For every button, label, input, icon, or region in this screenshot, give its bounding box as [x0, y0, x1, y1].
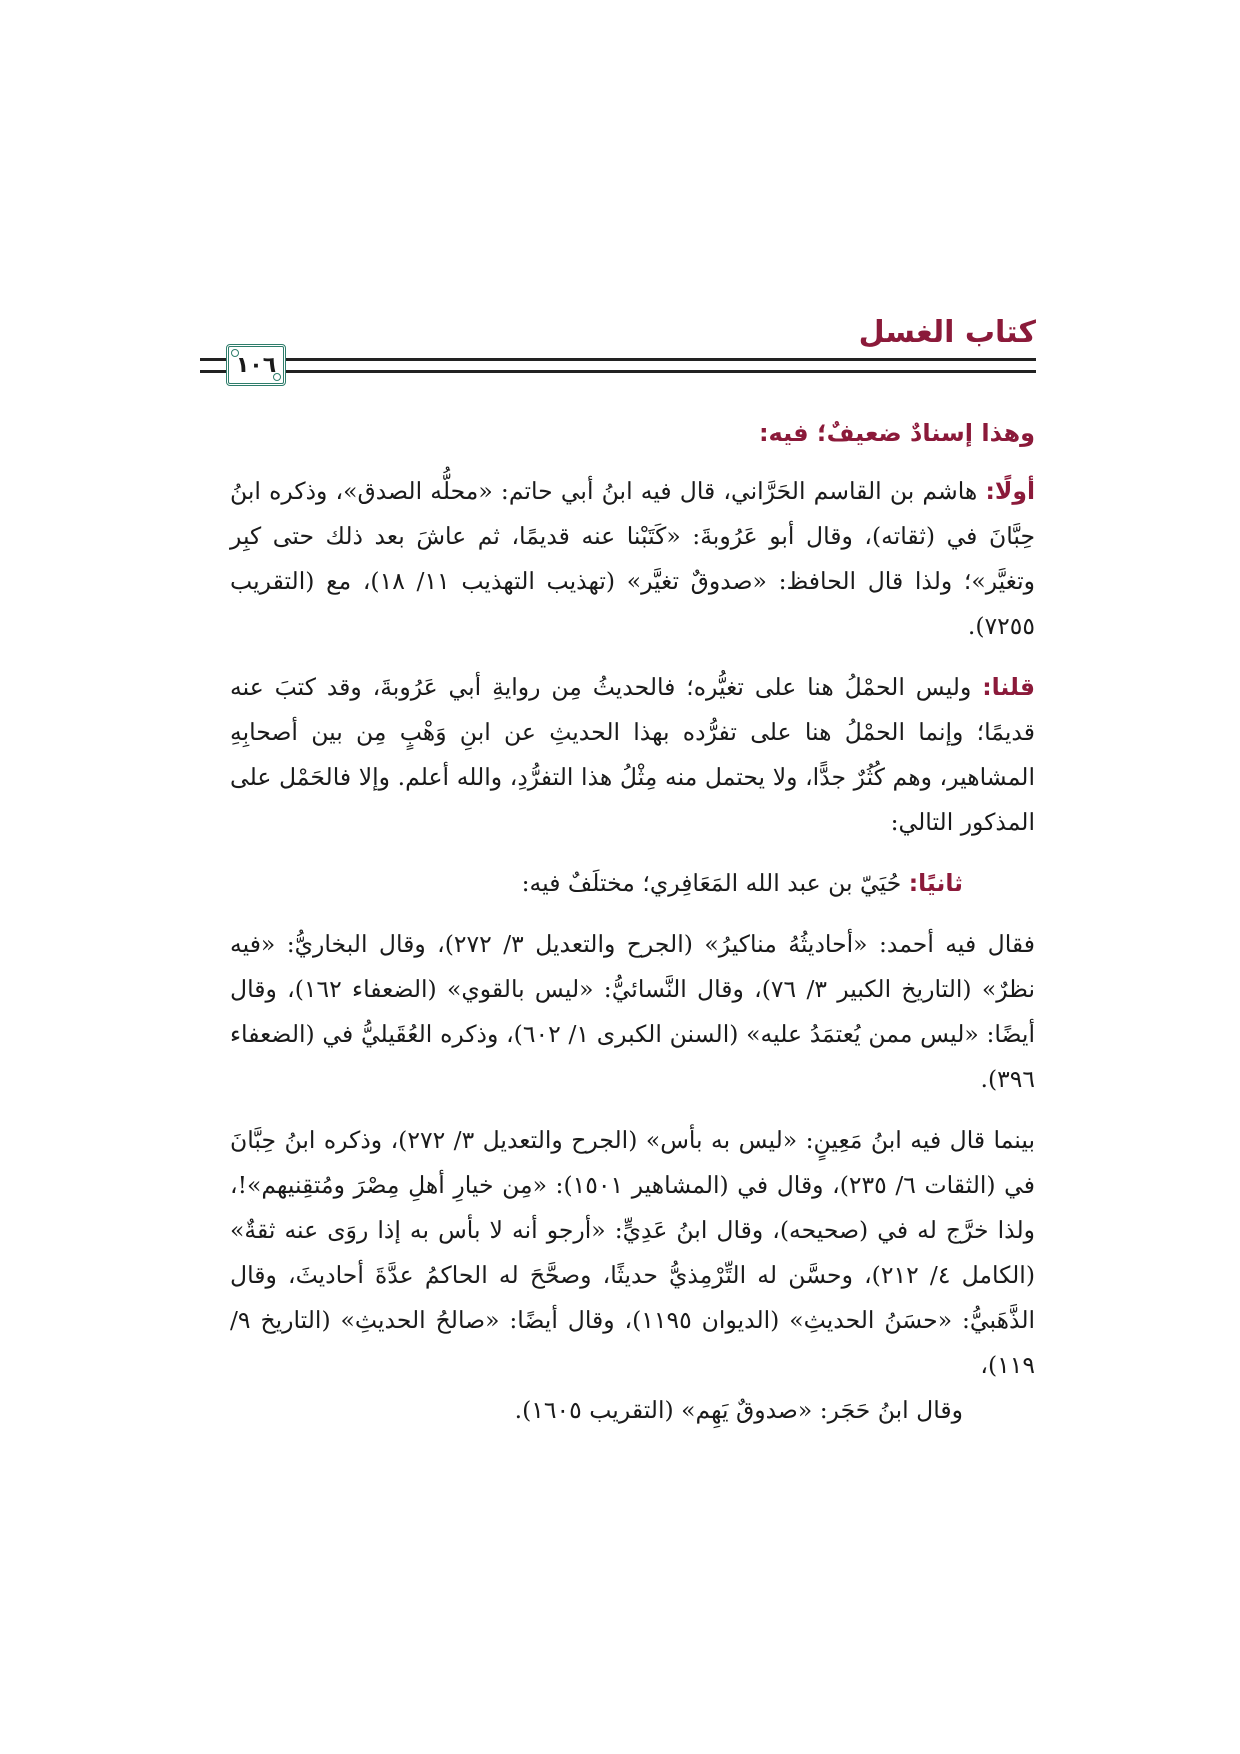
paragraph-lead: أولًا:: [985, 477, 1035, 505]
header-rule-bottom: [200, 370, 1036, 373]
paragraph-text: هاشم بن القاسم الحَرَّاني، قال فيه ابنُ أبي حاتم: «محلُّه الصدق»، وذكره ابنُ حِبَّانَ في (ثقاته)، وقال أبو عَرُوبةَ: «كَتَبْنا عنه قديمًا، ثم عاشَ بعد ذلك حتى كبِر وتغيَّر»؛ ولذا قال الحافظ: «صدوقٌ تغيَّر» (تهذيب التهذيب ١١/ ١٨)، مع (التقريب ٧٢٥٥).: [230, 477, 1035, 640]
paragraph-text: بينما قال فيه ابنُ مَعِينٍ: «ليس به بأس» (الجرح والتعديل ٣/ ٢٧٢)، وذكره ابنُ حِبَّانَ في (الثقات ٦/ ٢٣٥)، وقال في (المشاهير ١٥٠١): «مِن خيارِ أهلِ مِصْرَ ومُتقِنيهم»!، ولذا خرَّج له في (صحيحه)، وقال ابنُ عَدِيٍّ: «أرجو أنه لا بأس به إذا روَى عنه ثقةٌ» (الكامل ٤/ ٢١٢)، وحسَّن له التِّرْمِذيُّ حديثًا، وصحَّحَ له الحاكمُ عدَّةَ أحاديثَ، وقال الذَّهَبيُّ: «حسَنُ الحديثِ» (الديوان ١١٩٥)، وقال أيضًا: «صالحُ الحديثِ» (التاريخ ٩/ ١١٩)،: [230, 1126, 1036, 1379]
paragraph-text: فقال فيه أحمد: «أحاديثُهُ مناكيرُ» (الجرح والتعديل ٣/ ٢٧٢)، وقال البخاريُّ: «فيه نظرٌ» (التاريخ الكبير ٣/ ٧٦)، وقال النَّسائيُّ: «ليس بالقوي» (الضعفاء ١٦٢)، وقال أيضًا: «ليس ممن يُعتمَدُ عليه» (السنن الكبرى ١/ ٦٠٢)، وذكره العُقَيليُّ في (الضعفاء ٣٩٦).: [230, 930, 1036, 1093]
paragraph-lead: ثانيًا:: [908, 869, 963, 897]
paragraph-fourth: [230, 922, 1035, 1102]
paragraph-first: [230, 469, 1035, 649]
page-number-badge: [226, 344, 286, 386]
page-number: ١٠٦: [235, 352, 277, 378]
paragraph-text: وقال ابنُ حَجَر: «صدوقٌ يَهِم» (التقريب ١٦٠٥).: [514, 1396, 963, 1424]
paragraph-second: [230, 665, 1035, 845]
paragraph-text: حُيَيّ بن عبد الله المَعَافِري؛ مختلَفٌ فيه:: [521, 869, 909, 897]
section-heading: وهذا إسنادٌ ضعيفٌ؛ فيه:: [758, 419, 1035, 447]
page-content: [230, 415, 1035, 1449]
header-rule-top: [200, 358, 1036, 361]
paragraph-sixth: [230, 1388, 1035, 1433]
paragraph-fifth: [230, 1118, 1035, 1388]
paragraph-lead: قلنا:: [982, 673, 1035, 701]
paragraph-text: وليس الحمْلُ هنا على تغيُّره؛ فالحديثُ مِن روايةِ أبي عَرُوبةَ، وقد كتبَ عنه قديمًا؛ وإنما الحمْلُ هنا على تفرُّده بهذا الحديثِ عن ابنِ وَهْبٍ مِن بين أصحابِهِ المشاهير، وهم كُثُرٌ جدًّا، ولا يحتمل منه مِثْلُ هذا التفرُّدِ، والله أعلم. وإلا فالحَمْل على المذكور التالي:: [230, 673, 1035, 836]
book-title: كتاب الغسل: [858, 315, 1036, 350]
page-header: [200, 315, 1036, 388]
paragraph-third: [230, 861, 1035, 906]
